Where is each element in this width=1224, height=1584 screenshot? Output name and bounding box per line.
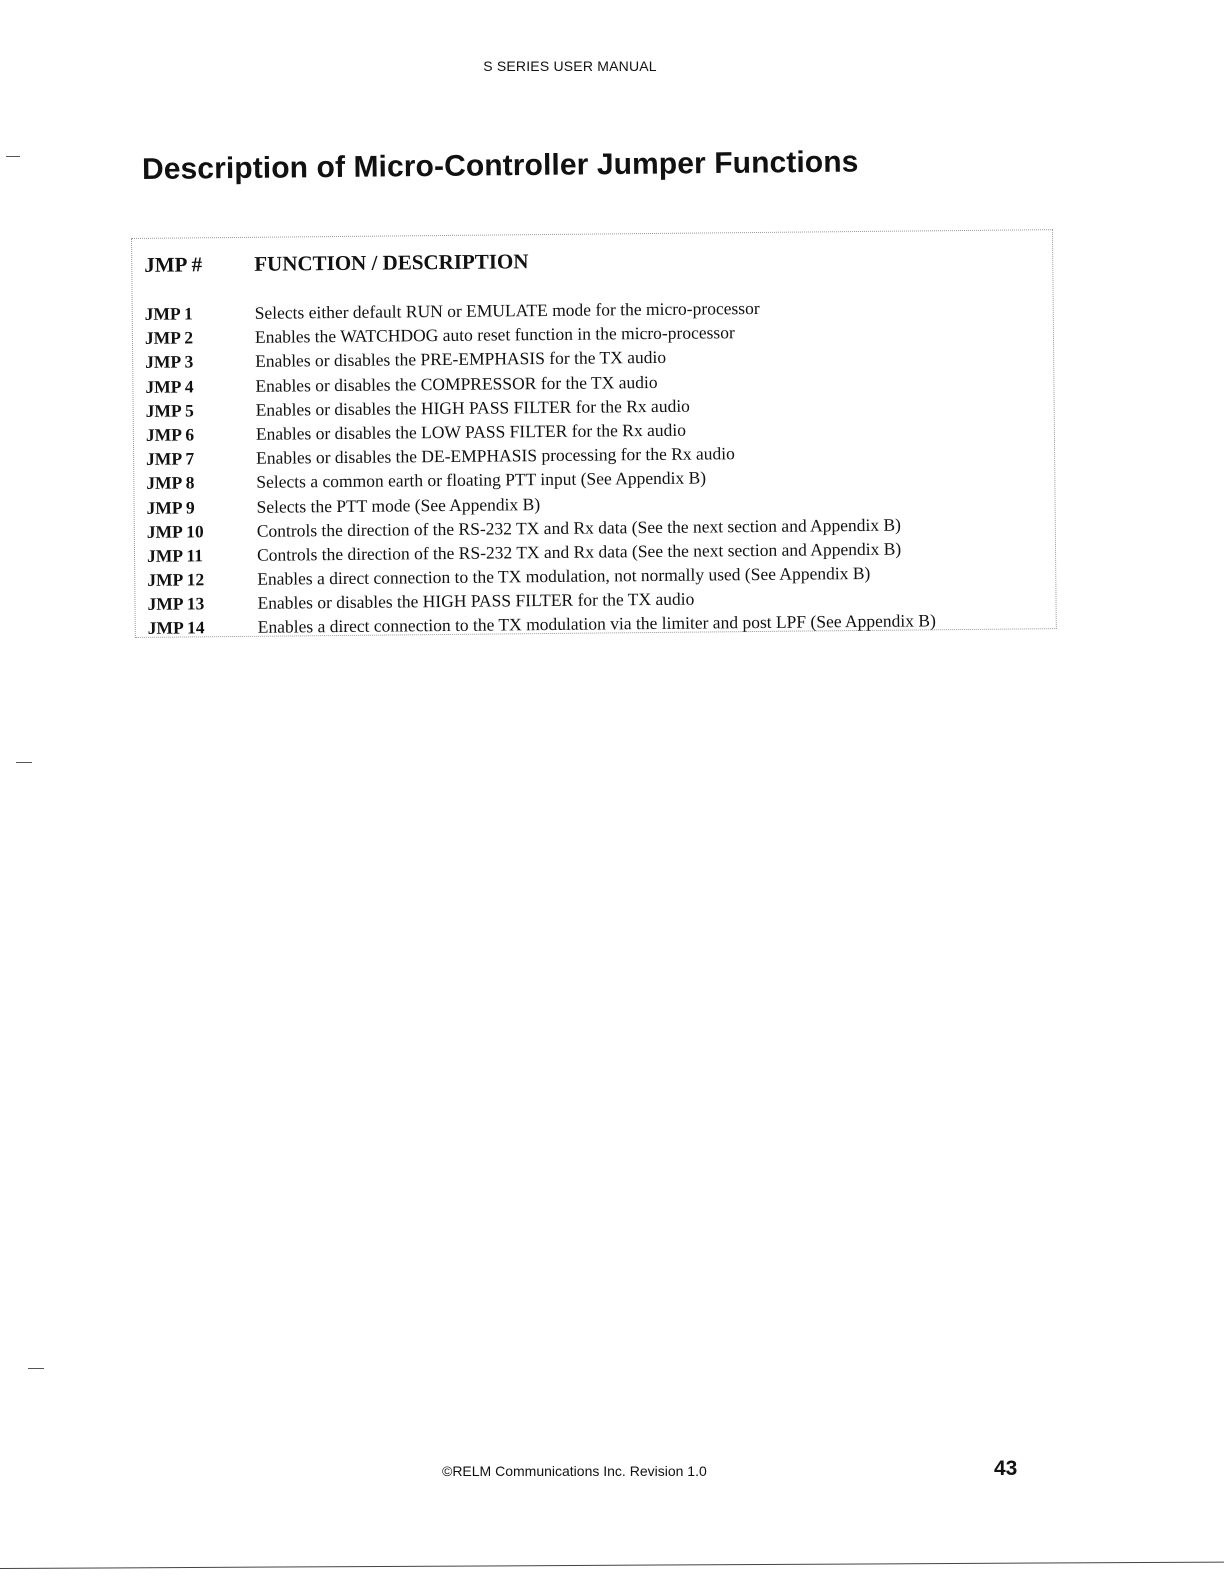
jumper-id: JMP 5	[145, 400, 194, 421]
scan-edge-mark	[28, 1368, 44, 1369]
jumper-id: JMP 12	[147, 569, 205, 590]
scan-edge-mark	[6, 156, 20, 157]
jumper-id: JMP 8	[146, 472, 195, 494]
jumper-id: JMP 11	[146, 545, 204, 566]
jumper-id: JMP 2	[144, 327, 194, 349]
jumper-description: Selects the PTT mode (See Appendix B)	[256, 493, 541, 517]
jumper-id: JMP 7	[146, 448, 195, 469]
scan-edge-mark	[16, 762, 32, 763]
jumper-description: Enables or disables the DE-EMPHASIS processing for the Rx audio	[256, 443, 735, 468]
jumper-id: JMP 4	[145, 375, 194, 397]
jumper-id: JMP 13	[147, 593, 205, 615]
jumper-id: JMP 3	[145, 351, 194, 373]
running-header: S SERIES USER MANUAL	[483, 58, 657, 74]
page-title: Description of Micro-Controller Jumper Functions	[141, 145, 859, 186]
jumper-description: Enables or disables the HIGH PASS FILTER for the TX audio	[257, 588, 695, 614]
jumper-description: Enables or disables the PRE-EMPHASIS for the TX audio	[255, 347, 667, 372]
jumper-table-frame	[131, 229, 1057, 638]
jumper-id: JMP 10	[146, 521, 204, 542]
jumper-description: Enables a direct connection to the TX modulation via the limiter and post LPF (See Appendix B)	[257, 610, 936, 638]
jumper-table	[144, 245, 936, 642]
jumper-description: Enables or disables the LOW PASS FILTER for the Rx audio	[255, 419, 686, 444]
jumper-description: Enables or disables the COMPRESSOR for the TX audio	[255, 371, 658, 396]
footer-copyright: ©RELM Communications Inc. Revision 1.0	[442, 1463, 707, 1479]
column-header-function: FUNCTION / DESCRIPTION	[254, 249, 529, 276]
jumper-description: Enables a direct connection to the TX modulation, not normally used (See Appendix B)	[257, 562, 871, 589]
jumper-id: JMP 14	[147, 617, 205, 639]
jumper-description: Controls the direction of the RS-232 TX and Rx data (See the next section and Appendix B)	[256, 538, 902, 565]
jumper-description: Enables or disables the HIGH PASS FILTER for the Rx audio	[255, 395, 690, 420]
column-header-jmp: JMP #	[144, 252, 203, 277]
jumper-id: JMP 6	[145, 424, 195, 445]
jumper-description: Controls the direction of the RS-232 TX and Rx data (See the next section and Appendix B)	[256, 514, 902, 541]
jumper-id: JMP 9	[146, 496, 195, 518]
jumper-id: JMP 1	[144, 303, 193, 324]
jumper-description: Selects either default RUN or EMULATE mode for the micro-processor	[254, 297, 760, 323]
table-header-row	[144, 245, 933, 304]
jumper-description: Enables the WATCHDOG auto reset function in the micro-processor	[254, 322, 735, 348]
bottom-rule	[0, 1562, 1224, 1569]
page-number: 43	[994, 1457, 1018, 1480]
jumper-description: Selects a common earth or floating PTT input (See Appendix B)	[256, 467, 707, 493]
